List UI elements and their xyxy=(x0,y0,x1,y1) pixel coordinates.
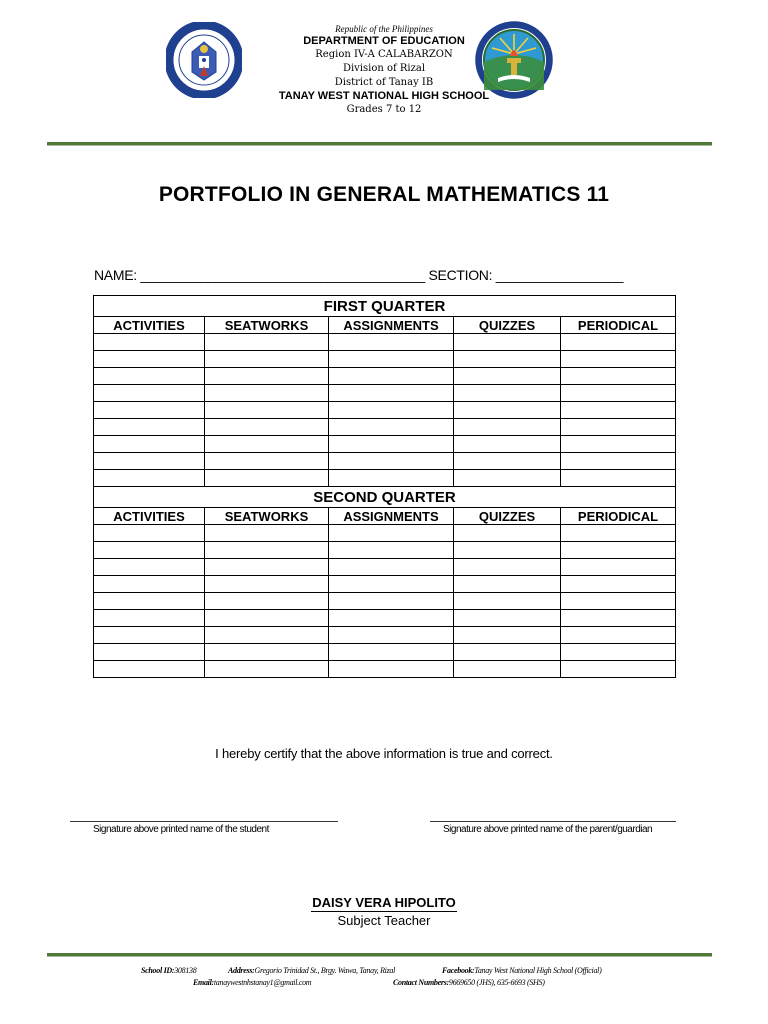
column-header: SEATWORKS xyxy=(205,317,329,334)
table-cell xyxy=(205,470,329,487)
student-signature-block xyxy=(70,812,338,835)
footer-address: Address:Gregorio Trinidad St., Brgy. Wawa, Tanay, Rizal xyxy=(228,966,396,975)
table-cell xyxy=(205,593,329,610)
table-row xyxy=(94,385,676,402)
column-header: ACTIVITIES xyxy=(94,508,205,525)
table-cell xyxy=(561,525,676,542)
table-cell xyxy=(561,368,676,385)
table-cell xyxy=(329,644,454,661)
table-cell xyxy=(205,453,329,470)
table-row xyxy=(94,644,676,661)
table-row xyxy=(94,559,676,576)
table-row xyxy=(94,610,676,627)
table-cell xyxy=(94,351,205,368)
table-cell xyxy=(205,644,329,661)
region-text: Region IV-A CALABARZON xyxy=(315,49,453,60)
table-cell xyxy=(561,351,676,368)
table-cell xyxy=(205,559,329,576)
table-cell xyxy=(454,402,561,419)
table-cell xyxy=(329,525,454,542)
table-cell xyxy=(329,368,454,385)
table-cell xyxy=(454,436,561,453)
footer-contact: Contact Numbers:9669650 (JHS), 635-6693 (SHS) xyxy=(393,978,545,987)
table-cell xyxy=(454,470,561,487)
table-cell xyxy=(94,525,205,542)
table-cell xyxy=(454,525,561,542)
table-row xyxy=(94,334,676,351)
table-cell xyxy=(329,436,454,453)
column-header: QUIZZES xyxy=(454,508,561,525)
table-cell xyxy=(561,661,676,678)
header-divider xyxy=(47,142,712,146)
table-row xyxy=(94,368,676,385)
table-cell xyxy=(561,436,676,453)
school-name: TANAY WEST NATIONAL HIGH SCHOOL xyxy=(278,90,490,102)
table-cell xyxy=(205,368,329,385)
table-cell xyxy=(454,385,561,402)
footer-facebook: Facebook:Tanay West National High School (Official) xyxy=(442,966,602,975)
table-cell xyxy=(329,385,454,402)
table-cell xyxy=(454,661,561,678)
table-cell xyxy=(205,661,329,678)
table-cell xyxy=(329,542,454,559)
parent-signature-line xyxy=(430,812,676,822)
table-row xyxy=(94,436,676,453)
table-cell xyxy=(454,593,561,610)
table-cell xyxy=(205,542,329,559)
table-cell xyxy=(329,419,454,436)
table-cell xyxy=(329,593,454,610)
teacher-block xyxy=(0,894,768,929)
column-header: ACTIVITIES xyxy=(94,317,205,334)
table-cell xyxy=(94,470,205,487)
student-signature-caption: Signature above printed name of the student xyxy=(93,824,269,835)
table-row xyxy=(94,419,676,436)
quarter-header-row xyxy=(94,296,676,317)
table-cell xyxy=(94,661,205,678)
certification-statement: I hereby certify that the above information is true and correct. xyxy=(215,746,553,761)
table-cell xyxy=(561,542,676,559)
table-cell xyxy=(94,385,205,402)
table-cell xyxy=(94,368,205,385)
table-cell xyxy=(205,385,329,402)
footer-school-id: School ID:308138 xyxy=(141,966,197,975)
table-cell xyxy=(205,436,329,453)
table-cell xyxy=(454,542,561,559)
table-row xyxy=(94,542,676,559)
table-cell xyxy=(205,334,329,351)
table-cell xyxy=(329,661,454,678)
table-cell xyxy=(205,525,329,542)
quarter-header-row xyxy=(94,487,676,508)
table-row xyxy=(94,525,676,542)
table-cell xyxy=(329,334,454,351)
table-cell xyxy=(454,419,561,436)
table-cell xyxy=(94,559,205,576)
table-cell xyxy=(94,576,205,593)
table-row xyxy=(94,351,676,368)
table-cell xyxy=(94,453,205,470)
table-cell xyxy=(454,351,561,368)
teacher-role: Subject Teacher xyxy=(337,913,431,928)
table-cell xyxy=(329,453,454,470)
table-cell xyxy=(94,627,205,644)
table-cell xyxy=(94,593,205,610)
footer-email: Email:tanaywestnhstanay1@gmail.com xyxy=(193,978,312,987)
school-seal-icon xyxy=(474,20,554,100)
table-cell xyxy=(94,402,205,419)
column-header: PERIODICAL xyxy=(561,508,676,525)
table-row xyxy=(94,470,676,487)
column-header: SEATWORKS xyxy=(205,508,329,525)
table-cell xyxy=(561,402,676,419)
table-cell xyxy=(454,334,561,351)
table-cell xyxy=(454,627,561,644)
name-section-line: NAME: ______________________________________ SECTION: _________________ xyxy=(94,267,624,283)
table-row xyxy=(94,402,676,419)
department-text: DEPARTMENT OF EDUCATION xyxy=(303,35,465,47)
table-cell xyxy=(205,610,329,627)
table-cell xyxy=(329,610,454,627)
table-cell xyxy=(454,644,561,661)
portfolio-table xyxy=(93,295,676,678)
document-title: PORTFOLIO IN GENERAL MATHEMATICS 11 xyxy=(158,183,610,206)
division-text: Division of Rizal xyxy=(342,63,426,74)
table-cell xyxy=(329,576,454,593)
table-cell xyxy=(561,610,676,627)
grades-text: Grades 7 to 12 xyxy=(346,104,422,115)
table-cell xyxy=(454,610,561,627)
quarter-title: SECOND QUARTER xyxy=(94,487,676,508)
parent-signature-block xyxy=(430,812,676,835)
parent-signature-caption: Signature above printed name of the parent/guardian xyxy=(443,824,653,835)
table-row xyxy=(94,576,676,593)
column-header: ASSIGNMENTS xyxy=(329,508,454,525)
table-cell xyxy=(329,627,454,644)
table-cell xyxy=(329,470,454,487)
table-row xyxy=(94,627,676,644)
teacher-name: DAISY VERA HIPOLITO xyxy=(312,895,456,910)
table-cell xyxy=(454,453,561,470)
table-cell xyxy=(454,559,561,576)
column-header: PERIODICAL xyxy=(561,317,676,334)
table-cell xyxy=(329,402,454,419)
table-cell xyxy=(561,593,676,610)
table-cell xyxy=(561,419,676,436)
table-cell xyxy=(94,644,205,661)
table-cell xyxy=(561,627,676,644)
student-signature-line xyxy=(70,812,338,822)
table-cell xyxy=(205,576,329,593)
table-cell xyxy=(94,542,205,559)
column-header-row xyxy=(94,317,676,334)
republic-text: Republic of the Philippines xyxy=(335,24,433,34)
table-cell xyxy=(205,627,329,644)
table-cell xyxy=(329,559,454,576)
table-cell xyxy=(561,453,676,470)
table-cell xyxy=(561,576,676,593)
table-cell xyxy=(561,470,676,487)
table-cell xyxy=(454,368,561,385)
table-cell xyxy=(561,644,676,661)
table-cell xyxy=(561,334,676,351)
column-header-row xyxy=(94,508,676,525)
table-row xyxy=(94,593,676,610)
footer-divider xyxy=(47,953,712,957)
table-row xyxy=(94,661,676,678)
table-row xyxy=(94,453,676,470)
table-cell xyxy=(454,576,561,593)
district-text: District of Tanay IB xyxy=(334,77,434,88)
column-header: QUIZZES xyxy=(454,317,561,334)
table-cell xyxy=(205,419,329,436)
table-cell xyxy=(94,610,205,627)
quarter-title: FIRST QUARTER xyxy=(94,296,676,317)
table-cell xyxy=(561,385,676,402)
footer xyxy=(0,966,768,990)
table-cell xyxy=(94,419,205,436)
table-cell xyxy=(329,351,454,368)
table-cell xyxy=(205,351,329,368)
column-header: ASSIGNMENTS xyxy=(329,317,454,334)
table-cell xyxy=(561,559,676,576)
table-cell xyxy=(94,334,205,351)
table-cell xyxy=(94,436,205,453)
table-cell xyxy=(205,402,329,419)
